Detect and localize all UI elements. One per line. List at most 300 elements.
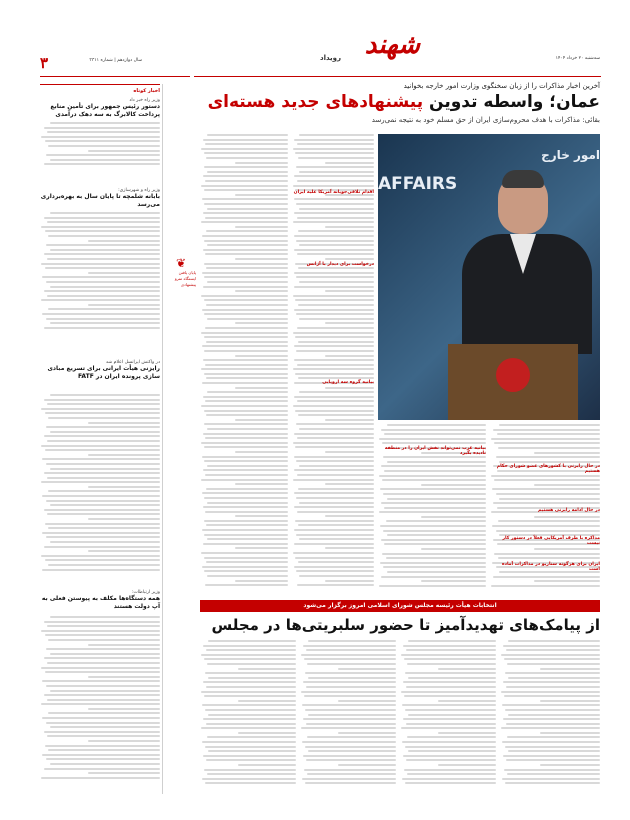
text-line [205,746,296,748]
text-line [46,281,160,283]
text-line [45,230,160,232]
text-line [204,373,288,375]
text-line [295,299,374,301]
text-line [491,438,600,440]
text-line [204,520,288,522]
text-line [296,423,374,425]
text-line [496,456,601,458]
text-line [298,414,374,416]
text-line [41,630,160,632]
text-line [408,714,496,716]
text-line [296,276,374,278]
sign-text: AFFAIRS [378,174,458,194]
text-line [306,649,396,651]
text-line [235,355,288,357]
text-line [42,754,160,756]
text-line [338,668,396,670]
text-line [207,663,296,665]
text-line [201,185,288,187]
text-line [206,377,288,379]
text-line [387,461,486,463]
text-line [325,290,374,292]
text-line [534,548,600,550]
text-line [46,722,160,724]
text-line [41,263,160,265]
lead-headline [200,92,600,112]
text-line [48,527,160,529]
text-line [504,695,600,697]
text-line [205,474,288,476]
text-line [503,718,600,720]
text-line [201,442,288,444]
text-line [235,322,288,324]
text-line [235,547,288,549]
text-line [205,217,288,219]
text-line [204,410,288,412]
text-line [41,481,160,483]
text-line [296,460,374,462]
text-line [50,468,160,470]
text-line [203,645,296,647]
text-line [438,700,496,702]
bottom-text-col [300,640,396,790]
text-line [302,704,396,706]
text-line [305,746,396,748]
lead-text-col-c [292,134,374,590]
text-line [406,686,496,688]
text-line [298,488,374,490]
text-line [305,782,396,784]
text-line [44,435,160,437]
text-line [205,327,288,329]
text-line [386,557,486,559]
text-line [379,475,486,477]
text-line [207,281,288,283]
text-line [325,419,374,421]
text-line [297,364,374,366]
text-line [48,235,160,237]
text-line [298,341,374,343]
page-number: ۳ [40,54,49,72]
text-line [207,538,288,540]
text-line [297,180,374,182]
sidebar-item-kicker: در واکنش ایرانسل اعلام شد [105,360,160,365]
text-line [306,686,396,688]
text-line [204,557,288,559]
text-line [204,240,288,242]
text-line [206,267,288,269]
column-divider [162,84,163,794]
text-line [46,758,160,760]
text-line [506,649,600,651]
text-line [293,148,374,150]
text-line [45,449,160,451]
text-line [295,152,374,154]
text-line [384,543,486,545]
text-line [408,750,496,752]
lead-subtitle: بقائی: مذاکرات با هدف محروم‌سازی ایران از حق مسلم خود به نتیجه نمی‌رسد [371,116,600,124]
text-line [384,507,486,509]
text-line [401,727,496,729]
text-line [44,731,160,733]
text-line [203,139,288,141]
text-line [299,171,374,173]
text-line [41,136,160,138]
text-line [50,122,160,124]
text-line [298,157,374,159]
text-line [42,569,160,571]
sidebar-tag: اخبار کوتاه [133,88,160,94]
text-line [294,433,374,435]
text-line [44,253,160,255]
text-line [296,534,374,536]
text-line [238,668,296,670]
text-line [496,493,601,495]
text-line [305,672,396,674]
text-line [235,258,288,260]
text-line [206,649,296,651]
text-line [294,175,374,177]
text-line [497,433,600,435]
text-line [205,253,288,255]
text-line [295,557,374,559]
text-line [379,511,486,513]
text-line [383,493,486,495]
text-line [293,185,374,187]
text-line [47,699,160,701]
text-line [203,681,296,683]
text-line [494,553,600,555]
text-line [47,513,160,515]
text-line [407,663,496,665]
text-line [325,515,374,517]
text-line [47,662,160,664]
text-line [299,318,374,320]
text-line [540,668,600,670]
text-line [201,148,288,150]
text-line [50,322,160,324]
text-line [382,479,486,481]
text-line [296,497,374,499]
text-line [46,648,160,650]
text-line [297,253,374,255]
text-line [325,451,374,453]
text-line [534,484,600,486]
text-line [46,318,160,320]
text-line [507,736,600,738]
sidebar-item [40,98,160,119]
text-line [492,488,600,490]
text-line [88,272,160,274]
text-line [299,244,374,246]
text-line [44,163,160,165]
text-line [44,327,160,329]
text-line [508,677,600,679]
text-line [438,668,496,670]
text-line [384,470,486,472]
sidebar-rule [40,84,160,85]
text-line [50,541,160,543]
text-line [50,763,160,765]
text-line [201,368,288,370]
text-line [294,235,374,237]
text-line [42,680,160,682]
text-line [203,433,288,435]
text-line [203,359,288,361]
text-line [299,428,374,430]
text-line [235,387,288,389]
lead-kicker: آخرین اخبار مذاکرات را از زبان سخنگوی وزارت امور خارجه بخوانید [403,82,600,90]
text-line [406,759,496,761]
text-line [207,428,288,430]
text-line [296,313,374,315]
text-line [408,677,496,679]
text-line [204,350,288,352]
text-line [381,465,486,467]
text-line [44,217,160,219]
text-line [387,534,486,536]
text-line [201,221,288,223]
text-line [303,681,396,683]
text-line [407,736,496,738]
text-line [203,175,288,177]
text-line [88,676,160,678]
text-line [235,194,288,196]
text-line [41,226,160,228]
text-line [403,718,496,720]
text-line [88,518,160,520]
text-line [206,723,296,725]
text-line [235,226,288,228]
top-rule-right [194,76,601,77]
text-line [235,290,288,292]
text-line [379,438,486,440]
text-line [45,140,160,142]
logo-text: شهند [364,30,420,60]
text-line [307,773,396,775]
text-line [48,564,160,566]
text-line [438,732,496,734]
text-line [504,769,600,771]
text-line [293,442,374,444]
subhead-2: در حال ادامه رایزنی هستیم [538,508,600,513]
text-line [492,525,600,527]
text-line [88,454,160,456]
text-line [204,446,288,448]
section-brand: رویداد [320,54,342,62]
text-line [298,267,374,269]
text-line [204,203,288,205]
text-line [304,769,396,771]
text-line [201,295,288,297]
text-line [295,410,374,412]
text-line [41,555,160,557]
text-line [303,718,396,720]
text-line [325,580,374,582]
text-line [208,750,296,752]
text-line [308,640,396,642]
text-line [308,714,396,716]
text-line [202,382,288,384]
text-line [383,530,486,532]
sidebar-item [40,188,160,209]
text-line [207,134,288,136]
text-line [493,429,600,431]
text-line [503,645,600,647]
text-line [42,532,160,534]
text-line [498,520,600,522]
text-line [299,208,374,210]
text-line [293,221,374,223]
text-line [46,244,160,246]
sidebar-item-title: رایزنی هیأت ایرانی برای تسریع مبادی سازی پرونده ایران در FATF [47,365,160,380]
sidebar-item-body [40,122,160,168]
text-line [503,681,600,683]
sidebar-item-title: بابانه شلمچه تا پایان سال به بهره‌برداری می‌رسد [40,193,160,208]
subhead-1: در حال رایزنی با کشورهای عضو شورای حکام هستیم [496,464,600,474]
sidebar-item [40,590,160,611]
text-line [505,672,600,674]
text-line [384,433,486,435]
text-line [205,143,288,145]
text-line [294,566,374,568]
text-line [294,249,374,251]
text-line [297,143,374,145]
text-line [305,709,396,711]
text-line [42,313,160,315]
text-line [297,584,374,586]
text-line [325,258,374,260]
text-line [421,548,486,550]
text-line [208,640,296,642]
text-line [204,152,288,154]
text-line [325,162,374,164]
text-line [205,672,296,674]
text-line [303,645,396,647]
subhead-3: مذاکره با طرف آمریکایی فعلاً در دستور کار نیست [502,536,600,546]
text-line [44,657,160,659]
text-line [204,263,288,265]
text-line [201,332,288,334]
text-line [387,424,486,426]
text-line [298,230,374,232]
text-line [299,281,374,283]
text-line [44,399,160,401]
text-line [235,580,288,582]
text-line [293,479,374,481]
bottom-text-col [200,640,296,790]
text-line [540,764,600,766]
text-line [301,654,396,656]
text-line [41,445,160,447]
text-line [308,750,396,752]
text-line [534,452,600,454]
text-line [204,189,288,191]
text-line [404,769,496,771]
text-line [502,741,600,743]
text-line [238,732,296,734]
sidebar-item-kicker: وزیر راه خبر داد [129,98,160,103]
text-line [50,394,160,396]
text-line [88,772,160,774]
lead-photo [378,134,600,420]
text-line [299,134,374,136]
text-line [301,727,396,729]
text-line [206,759,296,761]
text-line [294,543,374,545]
text-line [41,703,160,705]
text-line [45,267,160,269]
text-line [296,166,374,168]
sign-text-fa: امور خارج [541,148,600,162]
text-line [88,550,160,552]
text-line [534,580,600,582]
text-line [387,498,486,500]
text-line [294,396,374,398]
text-line [202,529,288,531]
text-line [296,570,374,572]
text-line [88,150,160,152]
subhead-4: ایران برای هرگونه سناریو در مذاکرات آماده است [501,562,600,572]
text-line [204,695,296,697]
text-line [293,405,374,407]
text-line [207,208,288,210]
lead-text-col-d [200,134,288,590]
text-line [42,276,160,278]
text-line [44,472,160,474]
date-line: سه‌شنبه ۲۰ خرداد ۱۴۰۴ [555,56,600,61]
text-line [294,286,374,288]
text-line [294,469,374,471]
text-line [325,226,374,228]
text-line [204,460,288,462]
ad-text: پایان یافتن ایستگاه مترو پیشنهادی [174,270,196,287]
text-line [295,446,374,448]
text-line [204,313,288,315]
subhead-8: بیانیه گروه سه اروپایی [322,380,374,385]
text-line [208,677,296,679]
text-line [45,745,160,747]
text-line [202,704,296,706]
text-line [44,127,160,129]
sidebar-item-kicker: وزیر ارتباطات: [131,590,160,595]
text-line [298,524,374,526]
text-line [47,440,160,442]
subhead-5: بیانیه غرب نمی‌تواند نقش ایران را در منطقه نادیده بگیرد [384,446,486,456]
text-line [204,423,288,425]
text-line [50,653,160,655]
text-line [402,704,496,706]
text-line [501,727,600,729]
text-line [499,461,600,463]
text-line [294,492,374,494]
text-line [47,295,160,297]
top-rule-left [40,76,190,77]
text-line [381,539,486,541]
text-line [325,387,374,389]
text-line [508,714,600,716]
text-line [238,764,296,766]
text-line [48,749,160,751]
text-line [203,249,288,251]
text-line [88,304,160,306]
text-line [298,304,374,306]
text-line [507,773,600,775]
text-line [295,373,374,375]
text-line [204,769,296,771]
text-line [204,570,288,572]
text-line [203,286,288,288]
